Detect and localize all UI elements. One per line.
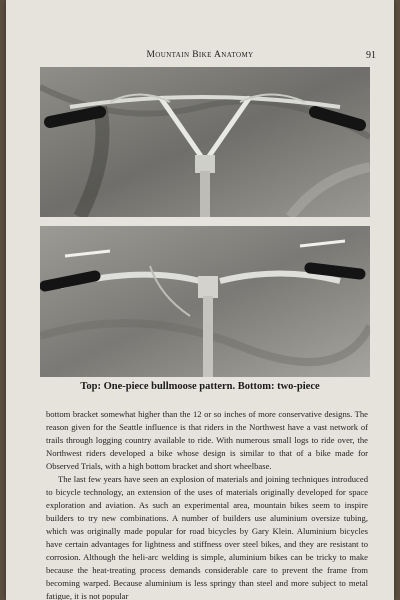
figure-caption: Top: One-piece bullmoose pattern. Bottom: two-piece — [80, 381, 320, 392]
paragraph-2: The last few years have seen an explosion of materials and joining techniques introduced to bicycle technology, an extension of the uses of materials originally developed for space exploration and aviation. As such an experimental area, mountain bikes seem to inspire builders to try new combinations. A number of builders use aluminium oversize tubing, which was originally made popular for road bicycles by Gary Klein. Aluminium bicycles have certain advantages for lightness and stiffness over steel bikes, and they are resistant to corrosion. Although the heli-arc welding is simple, aluminium bikes can be tricky to make because the heat-treating process demands considerable care to prevent the frame from becoming warped. Because aluminium is less springy than steel and more subject to metal fatigue, it is not popular — [46, 474, 368, 600]
book-page — [6, 0, 394, 600]
photo-bullmoose-handlebar — [40, 67, 370, 217]
photo-two-piece-handlebar — [40, 226, 370, 377]
paragraph-1: bottom bracket somewhat higher than the 12 or so inches of more conservative designs. The reason given for the Seattle influence is that riders in the Northwest have a vast network of trails through logging country available to ride. With numerous small logs to ride over, the Northwest riders developed a bike whose design is similar to that of a bike made for Observed Trials, with a high bottom bracket and short wheelbase. — [46, 409, 368, 471]
running-head: Mountain Bike Anatomy — [146, 50, 254, 60]
body-text — [46, 408, 368, 600]
page-number: 91 — [366, 50, 376, 61]
